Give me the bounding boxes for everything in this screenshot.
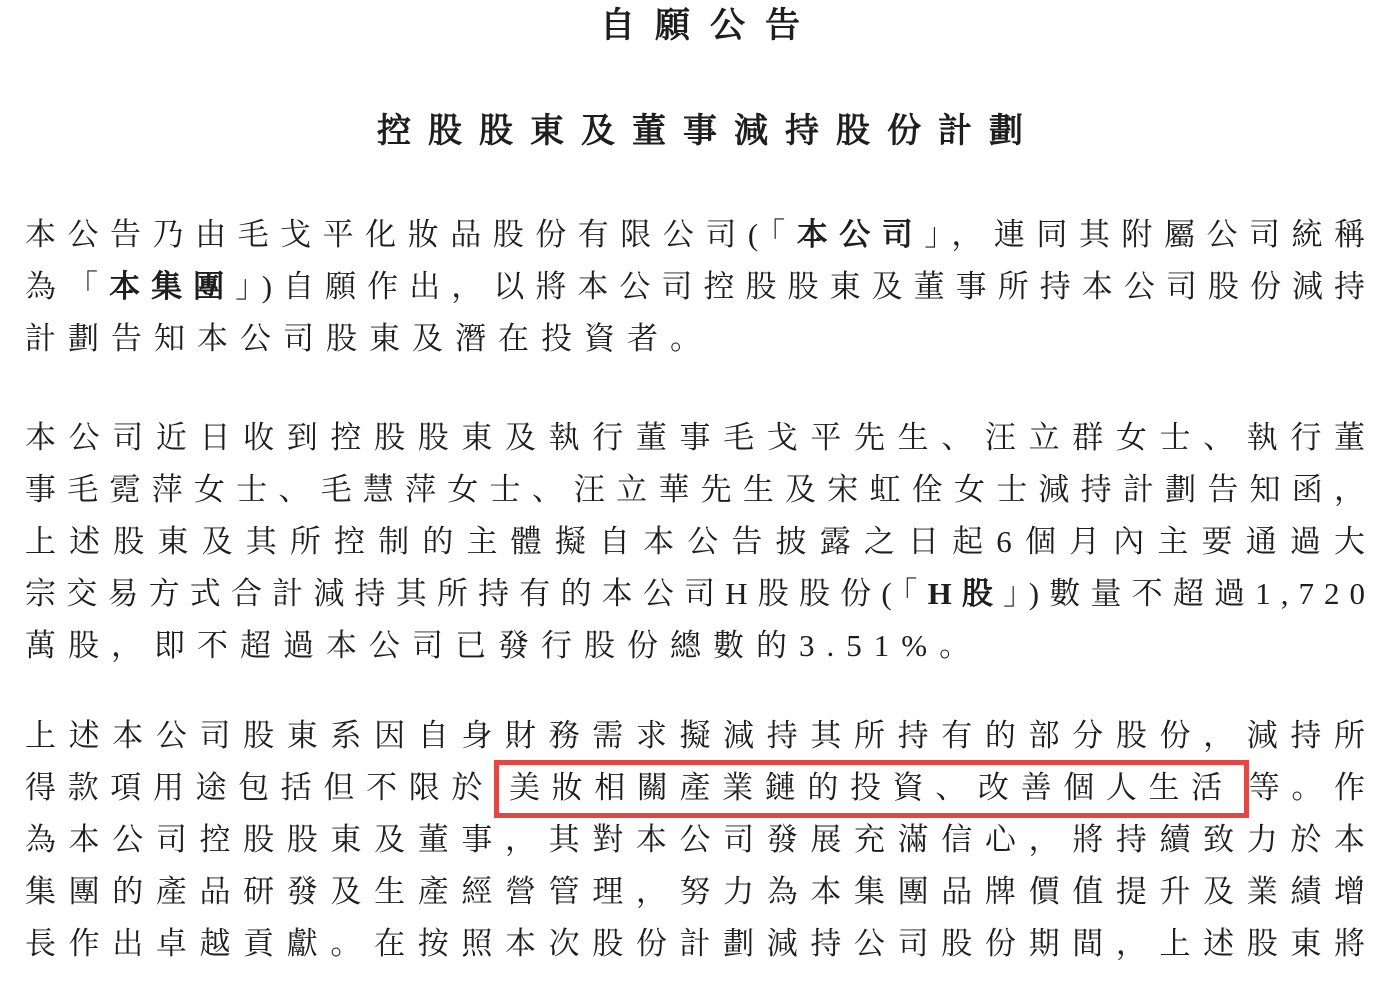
text-line: 為本公司控股股東及董事，其對本公司發展充滿信心，將持續致力於本 xyxy=(25,822,1375,857)
text-line xyxy=(25,762,1375,814)
announcement-title: 自願公告 xyxy=(599,6,820,45)
text-line: 集團的產品研發及生產經營管理，努力為本集團品牌價值提升及業績增 xyxy=(25,874,1375,909)
line-segment: 」，連同其附屬公司統稱 xyxy=(924,217,1376,252)
line-segment: 得款項用途包括但不限於 xyxy=(25,770,494,805)
line-segment: 」)數量不超過1,720 xyxy=(1003,576,1375,611)
text-line xyxy=(25,261,1375,313)
announcement-subtitle: 控股股東及董事減持股份計劃 xyxy=(377,113,1040,150)
text-line xyxy=(25,568,1375,620)
line-segment: 為「 xyxy=(25,269,110,304)
text-line: 長作出卓越貢獻。在按照本次股份計劃減持公司股份期間，上述股東將 xyxy=(25,926,1375,961)
text-line: 萬股，即不超過本公司已發行股份總數的3.51%。 xyxy=(25,628,983,663)
highlight-box: 美妝相關產業鏈的投資、改善個人生活 xyxy=(494,760,1249,818)
defined-term-h-shares: H股 xyxy=(927,576,1004,611)
line-segment: 等。作 xyxy=(1248,770,1376,805)
text-line: 上述本公司股東系因自身財務需求擬減持其所持有的部分股份，減持所 xyxy=(25,718,1375,753)
line-segment: 宗交易方式合計減持其所持有的本公司H股股份(「 xyxy=(25,576,928,611)
paragraph-intro xyxy=(25,209,1375,365)
text-line: 事毛霓萍女士、毛慧萍女士、汪立華先生及宋虹佺女士減持計劃告知函， xyxy=(25,472,1375,507)
paragraph-reduction-plan xyxy=(25,412,1375,672)
defined-term-company: 本公司 xyxy=(796,217,925,252)
text-line xyxy=(25,209,1375,261)
defined-term-group: 本集團 xyxy=(109,269,236,304)
paragraph-use-of-proceeds xyxy=(25,710,1375,970)
text-line: 本公司近日收到控股股東及執行董事毛戈平先生、汪立群女士、執行董 xyxy=(25,420,1375,455)
text-line: 計劃告知本公司股東及潛在投資者。 xyxy=(25,321,713,356)
line-segment: 本公告乃由毛戈平化妝品股份有限公司(「 xyxy=(25,217,797,252)
text-line: 上述股東及其所控制的主體擬自本公告披露之日起6個月內主要通過大 xyxy=(25,524,1375,559)
line-segment: 」)自願作出，以將本公司控股股東及董事所持本公司股份減持 xyxy=(235,269,1376,304)
